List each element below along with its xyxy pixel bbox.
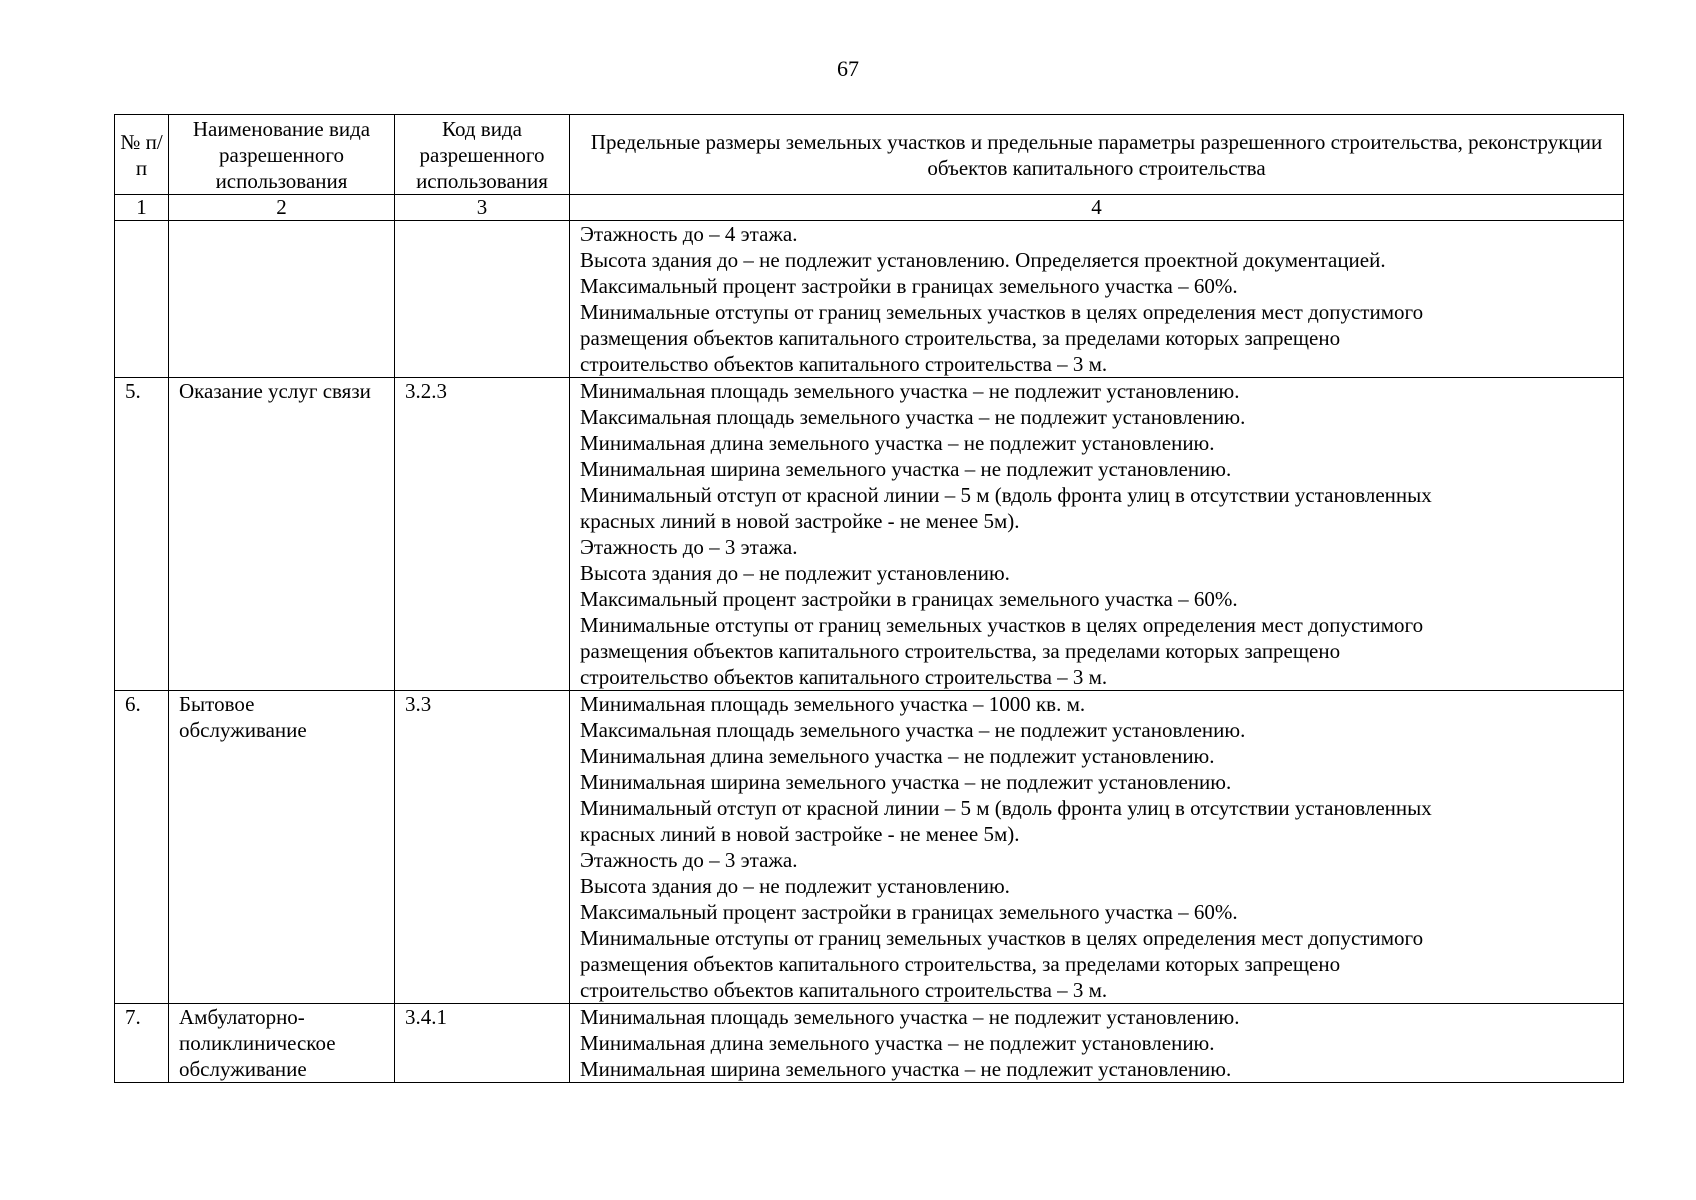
parameter-line: красных линий в новой застройке - не менее 5м). [580, 509, 1020, 533]
parameter-line: Этажность до – 3 этажа. [580, 535, 798, 559]
usage-name: Оказание услуг связи [169, 378, 395, 691]
parameter-line: Максимальная площадь земельного участка – не подлежит установлению. [580, 405, 1246, 429]
usage-code: 3.4.1 [395, 1004, 570, 1083]
parameter-line: размещения объектов капитального строительства, за пределами которых запрещено [580, 639, 1341, 663]
parameter-line: строительство объектов капитального строительства – 3 м. [580, 665, 1108, 689]
header-usage-name: Наименование вида разрешенного использования [169, 115, 395, 195]
parameter-line: Минимальная длина земельного участка – не подлежит установлению. [580, 431, 1215, 455]
parameter-line: Минимальная ширина земельного участка – не подлежит установлению. [580, 1057, 1232, 1081]
parameters [570, 1004, 1624, 1083]
column-number: 4 [570, 195, 1624, 221]
usage-code [395, 221, 570, 378]
parameter-line: Минимальная ширина земельного участка – не подлежит установлению. [580, 457, 1232, 481]
parameters [570, 378, 1624, 691]
column-number: 2 [169, 195, 395, 221]
header-number: № п/п [115, 115, 169, 195]
parameter-line: Высота здания до – не подлежит установлению. [580, 874, 1010, 898]
parameter-line: Максимальный процент застройки в границах земельного участка – 60%. [580, 274, 1238, 298]
page-number: 67 [837, 56, 859, 81]
parameter-line: Минимальные отступы от границ земельных участков в целях определения мест допустимого [580, 926, 1424, 950]
parameter-line: Высота здания до – не подлежит установлению. [580, 561, 1010, 585]
usage-code: 3.2.3 [395, 378, 570, 691]
parameter-line: строительство объектов капитального строительства – 3 м. [580, 978, 1108, 1002]
table-row [115, 1004, 1624, 1083]
parameter-line: Минимальные отступы от границ земельных участков в целях определения мест допустимого [580, 300, 1424, 324]
row-number [115, 221, 169, 378]
table-header-row [115, 115, 1624, 195]
parameter-line: Максимальный процент застройки в границах земельного участка – 60%. [580, 900, 1238, 924]
parameter-line: Этажность до – 3 этажа. [580, 848, 798, 872]
parameter-line: Минимальная ширина земельного участка – не подлежит установлению. [580, 770, 1232, 794]
parameters [570, 221, 1624, 378]
parameter-line: строительство объектов капитального строительства – 3 м. [580, 352, 1108, 376]
parameter-line: Максимальная площадь земельного участка – не подлежит установлению. [580, 718, 1246, 742]
parameter-line: Минимальная площадь земельного участка – 1000 кв. м. [580, 692, 1086, 716]
parameter-line: Высота здания до – не подлежит установлению. Определяется проектной документацией. [580, 248, 1386, 272]
parameters [570, 691, 1624, 1004]
parameter-line: красных линий в новой застройке - не менее 5м). [580, 822, 1020, 846]
usage-name: Бытовое обслуживание [169, 691, 395, 1004]
regulations-table [114, 114, 1624, 1083]
header-parameters: Предельные размеры земельных участков и предельные параметры разрешенного строительства, реконструкции объектов капитального строительства [570, 115, 1624, 195]
header-usage-code: Код вида разрешенного использования [395, 115, 570, 195]
column-number-row [115, 195, 1624, 221]
parameter-line: Минимальный отступ от красной линии – 5 м (вдоль фронта улиц в отсутствии установленных [580, 483, 1432, 507]
usage-code: 3.3 [395, 691, 570, 1004]
row-number: 5. [115, 378, 169, 691]
parameter-line: размещения объектов капитального строительства, за пределами которых запрещено [580, 952, 1341, 976]
table-row [115, 378, 1624, 691]
table-row [115, 221, 1624, 378]
parameter-line: Минимальная площадь земельного участка – не подлежит установлению. [580, 1005, 1240, 1029]
parameter-line: размещения объектов капитального строительства, за пределами которых запрещено [580, 326, 1341, 350]
parameter-line: Минимальная площадь земельного участка – не подлежит установлению. [580, 379, 1240, 403]
column-number: 3 [395, 195, 570, 221]
parameter-line: Минимальный отступ от красной линии – 5 м (вдоль фронта улиц в отсутствии установленных [580, 796, 1432, 820]
row-number: 6. [115, 691, 169, 1004]
parameter-line: Максимальный процент застройки в границах земельного участка – 60%. [580, 587, 1238, 611]
usage-name [169, 221, 395, 378]
parameter-line: Этажность до – 4 этажа. [580, 222, 798, 246]
parameter-line: Минимальная длина земельного участка – не подлежит установлению. [580, 1031, 1215, 1055]
usage-name: Амбулаторно-поликлиническое обслуживание [169, 1004, 395, 1083]
parameter-line: Минимальная длина земельного участка – не подлежит установлению. [580, 744, 1215, 768]
row-number: 7. [115, 1004, 169, 1083]
table-row [115, 691, 1624, 1004]
parameter-line: Минимальные отступы от границ земельных участков в целях определения мест допустимого [580, 613, 1424, 637]
column-number: 1 [115, 195, 169, 221]
